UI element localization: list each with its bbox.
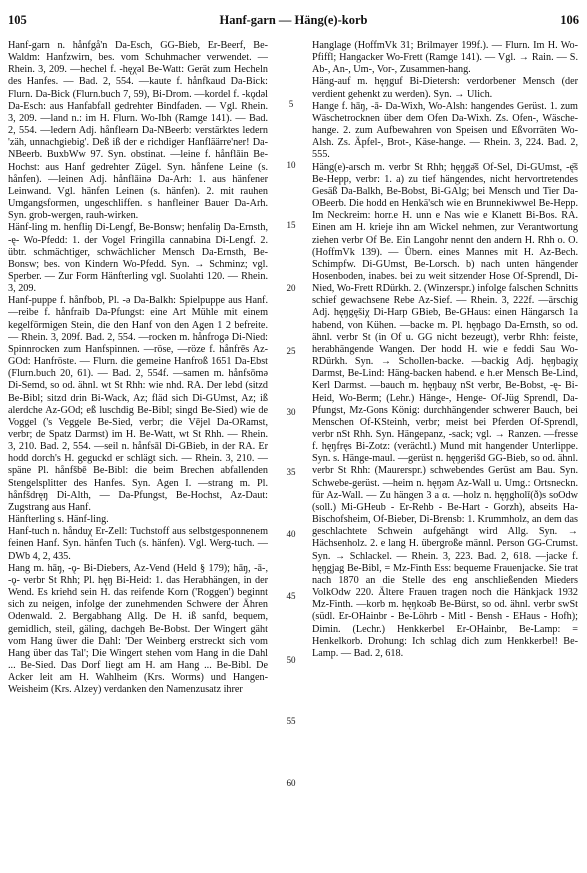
line-number: 40 [286,529,296,539]
line-number: 30 [286,407,296,417]
left-column [8,40,268,870]
line-number: 60 [286,778,296,788]
line-number: 5 [288,99,294,109]
entry-haeng-auf: Häng-auf m. hęŋguf Bi-Dietersh: verdorbener Mensch (der verdient gehenkt zu werden). Syn. → Ulich. [312,76,578,100]
line-number: 35 [286,467,296,477]
entry-haenf-ling: Hänf-ling m. henfliŋ Di-Lengf, Be-Bonsw; henfəliŋ Da-Ernsth, -ę- Wo-Pfedd: 1. der Vogel Fringilla cannabina Di-Lengf. 2. übtr. schmächtiger, schwächlicher Mensch Da-Ernsth, Be-Bonsw; bes. von Kindern Wo-Pfedd. Syn. → Schminz; vgl. Sperber. — Zur Form Hänfterling vgl. Suolahti 120. — Rhein. 3, 209. [8,222,268,295]
entry-hanf-garn: Hanf-garn n. hånfgå'n Da-Esch, GG-Bieb, Er-Beerf, Be-Waldm: Hanfzwirn, bes. vom Schuhmacher verwendet. — Rhein. 3, 209. —hechel f. -hęχəl Be-Watt: Gerät zum Hecheln des Hanfes. — Bad. 2, 554. —kaute f. hånfkaud Da-Bick: Flurn. Da-Bick (Flurn.buch 7, 59), Bi-Drom. —kordel f. -kǫdəl Da-Esch: aus Hanfabfall gedrehter Bindfaden. — Vgl. Rhein. 3, 209. —land n.: im H. Flurn. Wo-Ibh (Ramge 141). — Bad. 2, 554. —ledern Adj. hånfleərn Da-NBeerb: verstärktes ledern 'zäh, unnachgiebig'. Deß iß der e richdiger Hanfläärre'ner! Da-NBeerb. BuxbWw 97. Syn. obstinat. —leine f. hånflāin Be-Hochst: aus Hanf gedrehter Zügel. Syn. hånfene Leine (s. hånfen). —leinen Adj. hånflāinə Da-Arh: 1. aus hänfener Leinwand. Vgl. hänfen Leinen (s. hänfen). 2. mit rauhen Umgangsformen, ungeschliffen. s hanfleiner Bauer Da-Arh. Syn. grob-wergen, rauh-wirken. [8,40,268,222]
line-number: 50 [286,655,296,665]
page-number-left: 105 [8,13,27,27]
entry-hange: Hange f. hāŋ, -ā- Da-Wixh, Wo-Alsh: hangendes Gerüst. 1. zum Wäschetrocknen über dem Ofen Da-Wixh. Zs. Ofen-, Wäsche-hange. 2. zum Aufbewahren von Speisen und Eßvorräten Wo-Alsh. Zs. Äpfel-, Brot-, Käse-hange. — Rhein. 3, 224. Bad. 2, 555. [312,100,578,161]
entry-hanf-tuch: Hanf-tuch n. hånduχ Er-Zell: Tuchstoff aus selbstgesponnenem feinen Hanf. Syn. hänfen Tuch (s. hänfen). Vgl. Werg-tuch. — DWb 4, 2, 435. [8,526,268,562]
entry-haeng-arsch: Häng(e)-arsch m. verbr St Rhh; hęŋgə̄š Of-Sel, Di-GUmst, -ę̄š Be-Hepp, verbr: 1. a) zu tief hängendes, nicht hervortretendes Gesäß Da-Balkh, Be-Bobst, Bi-GAlg; bei Mensch und Tier Da-OBeerb. Die hodd en Henkä'sch wie en Brunnekiwwel Be-Hepp. Im Neckreim: horr.e H. unn e Nas wie e Klanett Bi-Bos. RA. Einen am H. krieje ihn am Wickel nehmen, zur Verantwortung ziehen verbr Of Be. Ein Langohr nennt den andern H. Rhh o. O. (HoffmVk 139). — Übern. eines Mannes mit H. Az-Bech. Schimpfw. Di-GUmst, Be-Lorsch. b) nach unten hängender Hosenboden, inabes. bei zu weit sitzender Hose Of-Sprendl, Di-Nied, Wo-Frett RDürkh. 2. (Winzerspr.) infolge falschen Schnitts schief gewachsene Rebe Az-Sief. — Rhein. 3, 222f. —ärschig Adj. hęŋgęšiχ Di-Harp GBieb, Be-GHaus: einen Hängarsch 1a habend, von Kühen. —backe m. Pl. hęŋbago Da-Ernsth, so od. ähnl. verbr St (in Of u. GG nicht bezeugt), verbr Rhh: feiste, herabhängende Wangen. Der hodd H. wie e feddi Sau Wo-RDürkh. Syn. → Schollen-backe. —backig Adj. hęŋbagiχ Darmst, Be-Lind: Häng-backen habend. e h.er Mensch Be-Lind, Kerl Darmst. —bauch m. hęŋbauχ nSt verbr, Be-Bobst, -ę- Bi-Heid, Wo-Berm; (Lehr.) Hänge-, Henge- Of-Jüg Sprendl, Da-Pfungst, Mz-Gons König: durchhängender schwerer Bauch, bei Menschen Of-KSteinh, verbr; meist bei Pferden Of-Sprendl, verbr nSt Rhh. Syn. Hängepanz, -sack; vgl. → Ranzen. —fresse f. hęŋfręs Bi-Zotz: (verächtl.) Mund mit hangender Unterlippe. Syn. s. Hänge-maul. —gerüst n. hęŋgerišd GG-Bieb, so od. ähnl. verbr St Rhh: (Maurerspr.) schwebendes Gerüst am Bau. Syn. Schwebe-gerüst. —heim n. hęŋəm Az-Wall u. Umg.: Ortsneckn. für Az-Wall. — Zu hängen 3 a α. —holz n. hęŋgholǐ(ð)s soOdw (soll.) Mi-GHeub - Er-Rehb - Be-Hart - Gorzh), abseits Ha-Bischofsheim, Of-Bieber, Di-Brensb: 1. Krummholz, an dem das geschlachtete Schwein aufgehängt wird Allg. Syn. → Hächsenholz. 2. e lang H. übergroße männl. Person GG-Crumst. Syn. → Schlackel. — Rhein. 3, 223. Bad. 2, 618. —jacke f. hęŋgjag Be-Bibl, = Mz-Finth Ess: bequeme Frauenjacke. Sie trat nach 1870 an die Stelle des eng anschließenden Mieders VolkOdw 220. Ältere Frauen tragen noch die Hänkjack 1932 Mz-Finth. —korb m. hęŋkoə̄b Be-Bürst, so od. ähnl. verbr swSt (südl. Er-OHainbr - Be-Löhrb - Mitl - Bensh - EHaus - Hofh); Dimin. (Lechr.) Henkkerbel Er-OHainbr, Be-Lamp: = Henkelkorb. Drohung: Ich schlag dich zum Henkkerbel! Be-Lamp. — Bad. 2, 618. [312,161,578,659]
line-number: 25 [286,346,296,356]
line-number: 10 [286,160,296,170]
entry-hanf-puppe: Hanf-puppe f. hånfbob, Pl. -ə Da-Balkh: Spielpuppe aus Hanf. —reibe f. hånfraib Da-Pfungst: eine Art Mühle mit einem kegelförmigen Stein, die den Hanf von den Agen 1 2 befreite. — Rhein. 3, 209f. Bad. 2, 554. —rocken m. hånfrogə Di-Nied: Spinnrocken zum Hanfspinnen. —röse, —röze f. hånfrēs Az-GOd: Hanfröste. — Flurn. die gemeine Hanfroß 1651 Da-Ebst (Flurn.buch 20, 61). — Bad. 2, 554f. —samen m. hånfsōmə Di-Semd, so od. ähnl. wt St Rhh: wie nhd. RA. Der lebd (sitzd Be-Bibl; sitzd drin Bi-Wack, Az; fläd sich Di-GUmst, Az; iß alerdche Az-GOd; eß luschdig Be-Bibl; singd Be-Sied) wie de Voggel ('s Veggele Be-Sied, verbr; die Vējel Da-ORamst, verbr; de Spatz Darmst) im H. Be-Watt, wt St Rhh. — Rhein. 3, 210. Bad. 2, 554. —seil n. hånfsāl Di-GBieb, in der RA. Er hodd dorch's H. geguckd er schlägt sich. — Rhein. 3, 210. —späne Pl. hånfšbē Be-Bibl: die beim Brechen abfallenden Stengelsplitter des Hanfes. Syn. Agen I. —strang m. Pl. hånfšdręŋ Di-Alth, — Da-Pfungst, Be-Hochst, Az-Daut: Zugstrang aus Hanf. [8,295,268,513]
line-number: 55 [286,716,296,726]
entry-haenfterling: Hänfterling s. Hänf-ling. [8,514,109,526]
line-number: 45 [286,591,296,601]
entry-hang: Hang m. hāŋ, -ǫ- Bi-Diebers, Az-Vend (Held § 179); hāŋ, -ā-, -ǫ- verbr St Rhh; Pl. hęŋ Bi-Heid: 1. das Herabhängen, in der Wend. Es kriehd sein H. das reifende Korn ('Roggen') beginnt sich zu neigen, infolge der zunehmenden Schwere der Ähren Odenwald. 2. Bergabhang Allg. De H. iß sanfd, bequem, gemidlich, steil, gäling, dachgeh Be-Bobst. Der Wingert gäht vom Hang üwer die Dahl: 'Der Weinberg erstreckt sich vom Hang über das Tal'; Die Wingert stehen vom Hang in die Dahl ... Be-Sied. Das Dorf liegt am H. am Hang ... Be-Bibl. De Acker leit am H. Wahlheim (Krs. Worms) und Hangen-Weisheim (Krs. Alzey) verdanken den Namenzusatz ihrer [8,562,268,696]
running-title: Hanf-garn — Häng(e)-korb [219,13,368,27]
line-number: 15 [286,220,296,230]
page-header [8,13,579,29]
entry-hanglage-continued: Hanglage (HoffmVk 31; Brilmayer 199f.). — Flurn. Im H. Wo-Pfiffl; Hangacker Wo-Frett (Ramge 141). — Vgl. → Rain. — S. Ab-, An-, Um-, Vor-, Zusammen-hang. [312,40,578,76]
line-number: 20 [286,283,296,293]
page-number-right: 106 [560,13,579,27]
right-column [312,40,578,870]
